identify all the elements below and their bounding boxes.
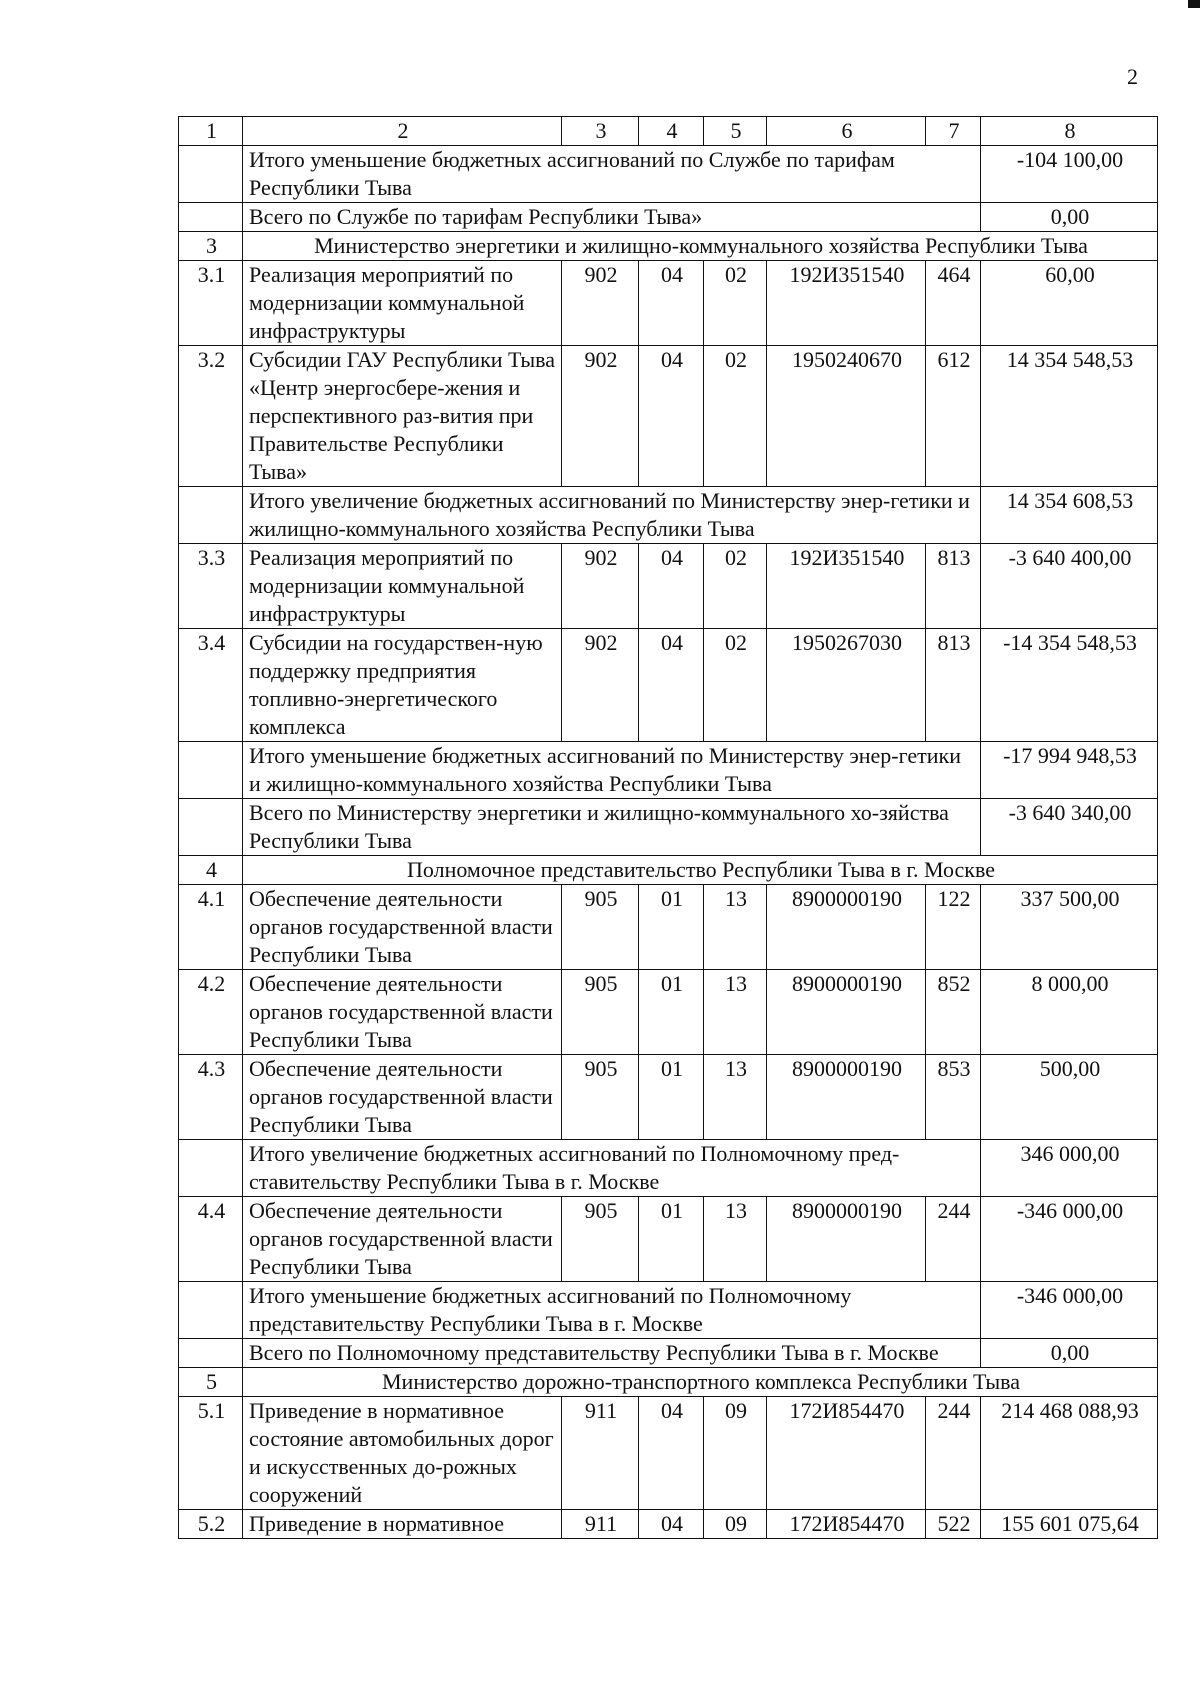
summary-amount: -104 100,00	[981, 146, 1158, 203]
summary-row	[179, 1339, 1158, 1368]
code-section: 04	[639, 544, 704, 629]
table-row	[179, 1510, 1158, 1539]
budget-table	[178, 116, 1158, 1539]
summary-row	[179, 742, 1158, 799]
row-number: 3.3	[179, 544, 243, 629]
code-expense-type: 813	[926, 544, 981, 629]
row-amount: 214 468 088,93	[981, 1397, 1158, 1510]
code-expense-type: 244	[926, 1197, 981, 1282]
code-section: 04	[639, 629, 704, 742]
code-subsection: 13	[704, 1055, 767, 1140]
row-amount: -346 000,00	[981, 1197, 1158, 1282]
table-row	[179, 885, 1158, 970]
code-gr: 911	[562, 1510, 639, 1539]
row-number	[179, 1339, 243, 1368]
code-subsection: 13	[704, 885, 767, 970]
row-description: Обеспечение деятельности органов государственной власти Республики Тыва	[243, 1197, 562, 1282]
row-amount: 14 354 548,53	[981, 346, 1158, 487]
row-number	[179, 799, 243, 856]
section-title: Министерство энергетики и жилищно-коммунального хозяйства Республики Тыва	[243, 232, 1158, 261]
header-cell: 6	[767, 117, 926, 146]
section-row	[179, 1368, 1158, 1397]
code-section: 04	[639, 1510, 704, 1539]
code-subsection: 02	[704, 346, 767, 487]
row-number: 3.1	[179, 261, 243, 346]
row-number: 4.1	[179, 885, 243, 970]
summary-text: Итого уменьшение бюджетных ассигнований по Службе по тарифам Республики Тыва	[243, 146, 981, 203]
header-cell: 7	[926, 117, 981, 146]
code-subsection: 13	[704, 970, 767, 1055]
code-expense-type: 612	[926, 346, 981, 487]
row-number: 4.3	[179, 1055, 243, 1140]
code-subsection: 13	[704, 1197, 767, 1282]
section-number: 4	[179, 856, 243, 885]
row-number	[179, 146, 243, 203]
row-number: 5.2	[179, 1510, 243, 1539]
code-section: 04	[639, 346, 704, 487]
summary-text: Всего по Службе по тарифам Республики Тыва»	[243, 203, 981, 232]
row-amount: 500,00	[981, 1055, 1158, 1140]
table-row	[179, 970, 1158, 1055]
row-description: Приведение в нормативное состояние автомобильных дорог и искусственных до-рожных сооружений	[243, 1397, 562, 1510]
row-description: Субсидии на государствен-ную поддержку предприятия топливно-энергетического комплекса	[243, 629, 562, 742]
row-amount: -3 640 400,00	[981, 544, 1158, 629]
section-title: Полномочное представительство Республики Тыва в г. Москве	[243, 856, 1158, 885]
summary-row	[179, 203, 1158, 232]
row-number: 3.4	[179, 629, 243, 742]
code-target-article: 192И351540	[767, 544, 926, 629]
summary-amount: 14 354 608,53	[981, 487, 1158, 544]
code-target-article: 8900000190	[767, 885, 926, 970]
page-number: 2	[1127, 64, 1138, 89]
section-row	[179, 856, 1158, 885]
summary-amount: -3 640 340,00	[981, 799, 1158, 856]
code-subsection: 02	[704, 544, 767, 629]
code-section: 01	[639, 1055, 704, 1140]
code-target-article: 8900000190	[767, 970, 926, 1055]
code-gr: 905	[562, 1055, 639, 1140]
code-section: 04	[639, 261, 704, 346]
header-cell: 1	[179, 117, 243, 146]
table-row	[179, 629, 1158, 742]
code-gr: 905	[562, 1197, 639, 1282]
code-target-article: 192И351540	[767, 261, 926, 346]
table-row	[179, 346, 1158, 487]
code-section: 04	[639, 1397, 704, 1510]
code-gr: 902	[562, 261, 639, 346]
table-row	[179, 544, 1158, 629]
summary-amount: 346 000,00	[981, 1140, 1158, 1197]
row-description: Реализация мероприятий по модернизации коммунальной инфраструктуры	[243, 544, 562, 629]
summary-row	[179, 487, 1158, 544]
row-description: Обеспечение деятельности органов государственной власти Республики Тыва	[243, 1055, 562, 1140]
code-expense-type: 464	[926, 261, 981, 346]
code-expense-type: 813	[926, 629, 981, 742]
code-gr: 902	[562, 346, 639, 487]
code-expense-type: 122	[926, 885, 981, 970]
row-amount: -14 354 548,53	[981, 629, 1158, 742]
code-target-article: 8900000190	[767, 1055, 926, 1140]
row-description: Обеспечение деятельности органов государственной власти Республики Тыва	[243, 885, 562, 970]
code-gr: 905	[562, 885, 639, 970]
code-target-article: 1950267030	[767, 629, 926, 742]
code-gr: 911	[562, 1397, 639, 1510]
row-amount: 60,00	[981, 261, 1158, 346]
summary-text: Всего по Полномочному представительству Республики Тыва в г. Москве	[243, 1339, 981, 1368]
code-target-article: 1950240670	[767, 346, 926, 487]
summary-text: Итого увеличение бюджетных ассигнований по Министерству энер-гетики и жилищно-коммунального хозяйства Республики Тыва	[243, 487, 981, 544]
code-gr: 905	[562, 970, 639, 1055]
summary-row	[179, 1140, 1158, 1197]
summary-amount: -346 000,00	[981, 1282, 1158, 1339]
summary-amount: -17 994 948,53	[981, 742, 1158, 799]
code-section: 01	[639, 970, 704, 1055]
table-header-row	[179, 117, 1158, 146]
code-expense-type: 244	[926, 1397, 981, 1510]
row-description: Субсидии ГАУ Республики Тыва «Центр энергосбере-жения и перспективного раз-вития при Правительстве Республики Тыва»	[243, 346, 562, 487]
code-subsection: 02	[704, 261, 767, 346]
code-subsection: 02	[704, 629, 767, 742]
summary-row	[179, 1282, 1158, 1339]
code-section: 01	[639, 1197, 704, 1282]
code-target-article: 172И854470	[767, 1397, 926, 1510]
row-number: 5.1	[179, 1397, 243, 1510]
table-row	[179, 1197, 1158, 1282]
row-number	[179, 203, 243, 232]
row-number: 3.2	[179, 346, 243, 487]
row-description: Обеспечение деятельности органов государственной власти Республики Тыва	[243, 970, 562, 1055]
table-row	[179, 261, 1158, 346]
header-cell: 8	[981, 117, 1158, 146]
summary-text: Итого уменьшение бюджетных ассигнований по Министерству энер-гетики и жилищно-коммунального хозяйства Республики Тыва	[243, 742, 981, 799]
row-description: Приведение в нормативное	[243, 1510, 562, 1539]
code-section: 01	[639, 885, 704, 970]
code-expense-type: 522	[926, 1510, 981, 1539]
row-number	[179, 1282, 243, 1339]
row-number	[179, 487, 243, 544]
summary-row	[179, 146, 1158, 203]
table-row	[179, 1055, 1158, 1140]
code-target-article: 172И854470	[767, 1510, 926, 1539]
row-number: 4.2	[179, 970, 243, 1055]
scan-corner-mark	[1188, 0, 1200, 8]
code-gr: 902	[562, 544, 639, 629]
summary-text: Итого уменьшение бюджетных ассигнований по Полномочному представительству Республики Тыва в г. Москве	[243, 1282, 981, 1339]
row-number: 4.4	[179, 1197, 243, 1282]
row-amount: 337 500,00	[981, 885, 1158, 970]
summary-row	[179, 799, 1158, 856]
code-gr: 902	[562, 629, 639, 742]
header-cell: 5	[704, 117, 767, 146]
section-number: 5	[179, 1368, 243, 1397]
header-cell: 4	[639, 117, 704, 146]
header-cell: 3	[562, 117, 639, 146]
code-subsection: 09	[704, 1510, 767, 1539]
header-cell: 2	[243, 117, 562, 146]
row-number	[179, 742, 243, 799]
summary-text: Итого увеличение бюджетных ассигнований по Полномочному пред-ставительству Республики Тыва в г. Москве	[243, 1140, 981, 1197]
section-title: Министерство дорожно-транспортного комплекса Республики Тыва	[243, 1368, 1158, 1397]
summary-text: Всего по Министерству энергетики и жилищно-коммунального хо-зяйства Республики Тыва	[243, 799, 981, 856]
table-row	[179, 1397, 1158, 1510]
row-amount: 155 601 075,64	[981, 1510, 1158, 1539]
code-expense-type: 853	[926, 1055, 981, 1140]
row-description: Реализация мероприятий по модернизации коммунальной инфраструктуры	[243, 261, 562, 346]
code-expense-type: 852	[926, 970, 981, 1055]
section-row	[179, 232, 1158, 261]
code-target-article: 8900000190	[767, 1197, 926, 1282]
row-amount: 8 000,00	[981, 970, 1158, 1055]
summary-amount: 0,00	[981, 1339, 1158, 1368]
summary-amount: 0,00	[981, 203, 1158, 232]
code-subsection: 09	[704, 1397, 767, 1510]
row-number	[179, 1140, 243, 1197]
section-number: 3	[179, 232, 243, 261]
